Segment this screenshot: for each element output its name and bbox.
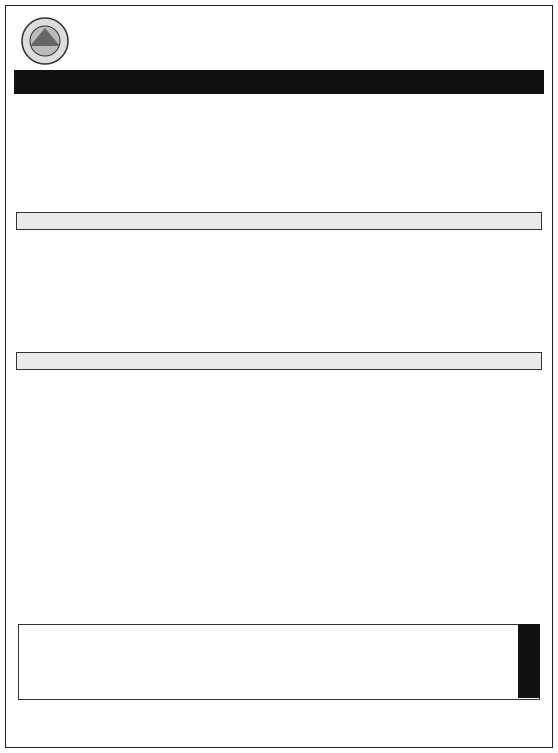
section-property-description — [16, 212, 542, 230]
header — [14, 14, 544, 70]
notes-box — [18, 624, 540, 700]
notice-page — [5, 5, 553, 748]
intro-paragraph — [18, 100, 540, 166]
notes-tab — [518, 624, 540, 698]
conditions-list — [18, 376, 540, 392]
section-auction-conditions — [16, 352, 542, 370]
emblem-logo-icon — [20, 16, 70, 66]
notice-banner — [14, 70, 544, 94]
